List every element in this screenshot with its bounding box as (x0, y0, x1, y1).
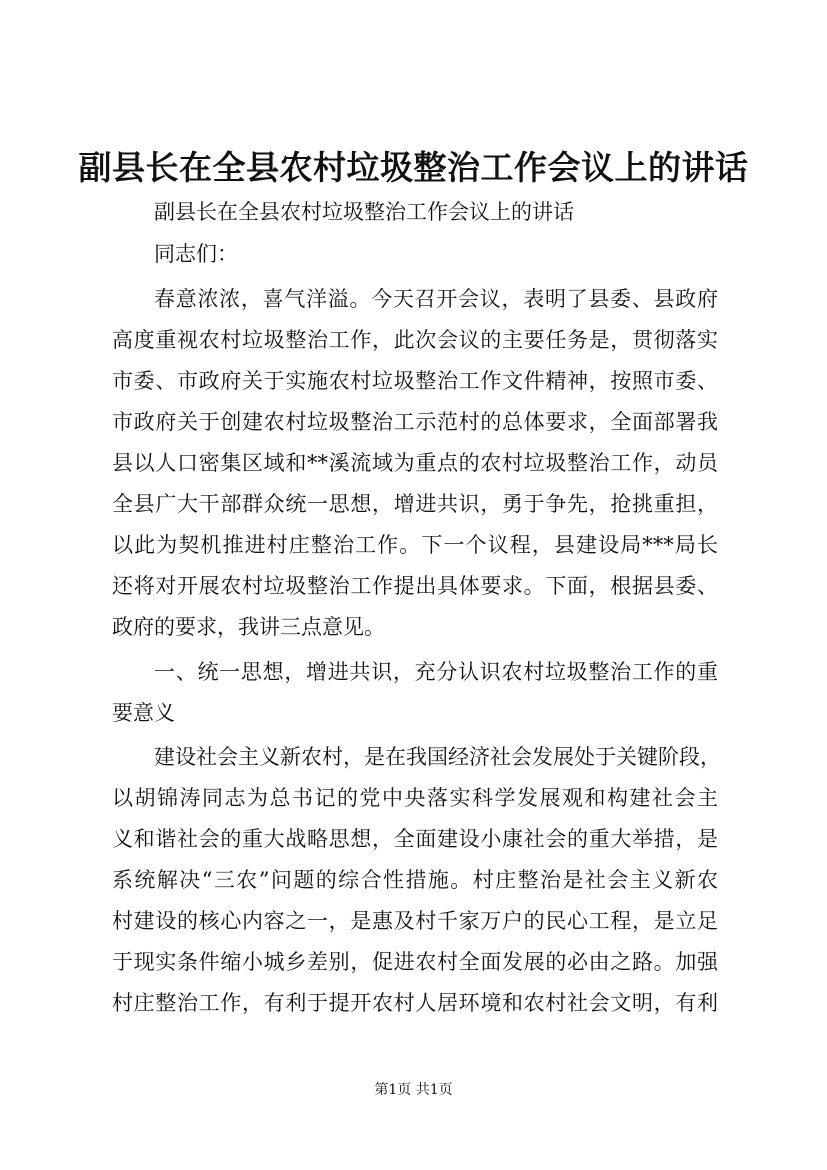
paragraph-line: 村庄整治工作，有利于提开农村人居环境和农村社会文明，有利 (112, 991, 718, 1015)
section-heading-line: 要意义 (112, 701, 175, 725)
paragraph-line: 全县广大干部群众统一思想，增进共识，勇于争先，抢挑重担， (112, 492, 718, 516)
paragraph-line: 市政府关于创建农村垃圾整治工示范村的总体要求，全面部署我 (112, 410, 718, 434)
paragraph-line: 于现实条件缩小城乡差别，促进农村全面发展的必由之路。加强 (112, 950, 718, 974)
section-heading-line: 一、统一思想，增进共识，充分认识农村垃圾整治工作的重 (154, 660, 718, 684)
paragraph-line: 以胡锦涛同志为总书记的党中央落实科学发展观和构建社会主 (112, 786, 718, 810)
subtitle-line: 副县长在全县农村垃圾整治工作会议上的讲话 (154, 200, 574, 224)
paragraph-line: 还将对开展农村垃圾整治工作提出具体要求。下面，根据县委、 (112, 574, 718, 598)
paragraph-line: 村建设的核心内容之一，是惠及村千家万户的民心工程，是立足 (112, 909, 718, 933)
page-footer: 第1页 共1页 (374, 1082, 453, 1098)
document-title: 副县长在全县农村垃圾整治工作会议上的讲话 (78, 148, 749, 187)
paragraph-line: 春意浓浓，喜气洋溢。今天召开会议，表明了县委、县政府 (154, 287, 718, 311)
paragraph-line: 高度重视农村垃圾整治工作，此次会议的主要任务是，贯彻落实 (112, 328, 718, 352)
paragraph-line: 市委、市政府关于实施农村垃圾整治工作文件精神，按照市委、 (112, 369, 718, 393)
paragraph-line: 义和谐社会的重大战略思想，全面建设小康社会的重大举措，是 (112, 827, 718, 851)
salutation-line: 同志们： (154, 242, 238, 266)
paragraph-line: 政府的要求，我讲三点意见。 (112, 615, 385, 639)
paragraph-line: 县以人口密集区域和**溪流域为重点的农村垃圾整治工作，动员 (112, 451, 718, 475)
paragraph-line: 以此为契机推进村庄整治工作。下一个议程，县建设局***局长 (112, 533, 718, 557)
paragraph-line: 系统解决“三农”问题的综合性措施。村庄整治是社会主义新农 (112, 868, 718, 892)
paragraph-line: 建设社会主义新农村，是在我国经济社会发展处于关键阶段， (154, 745, 721, 769)
